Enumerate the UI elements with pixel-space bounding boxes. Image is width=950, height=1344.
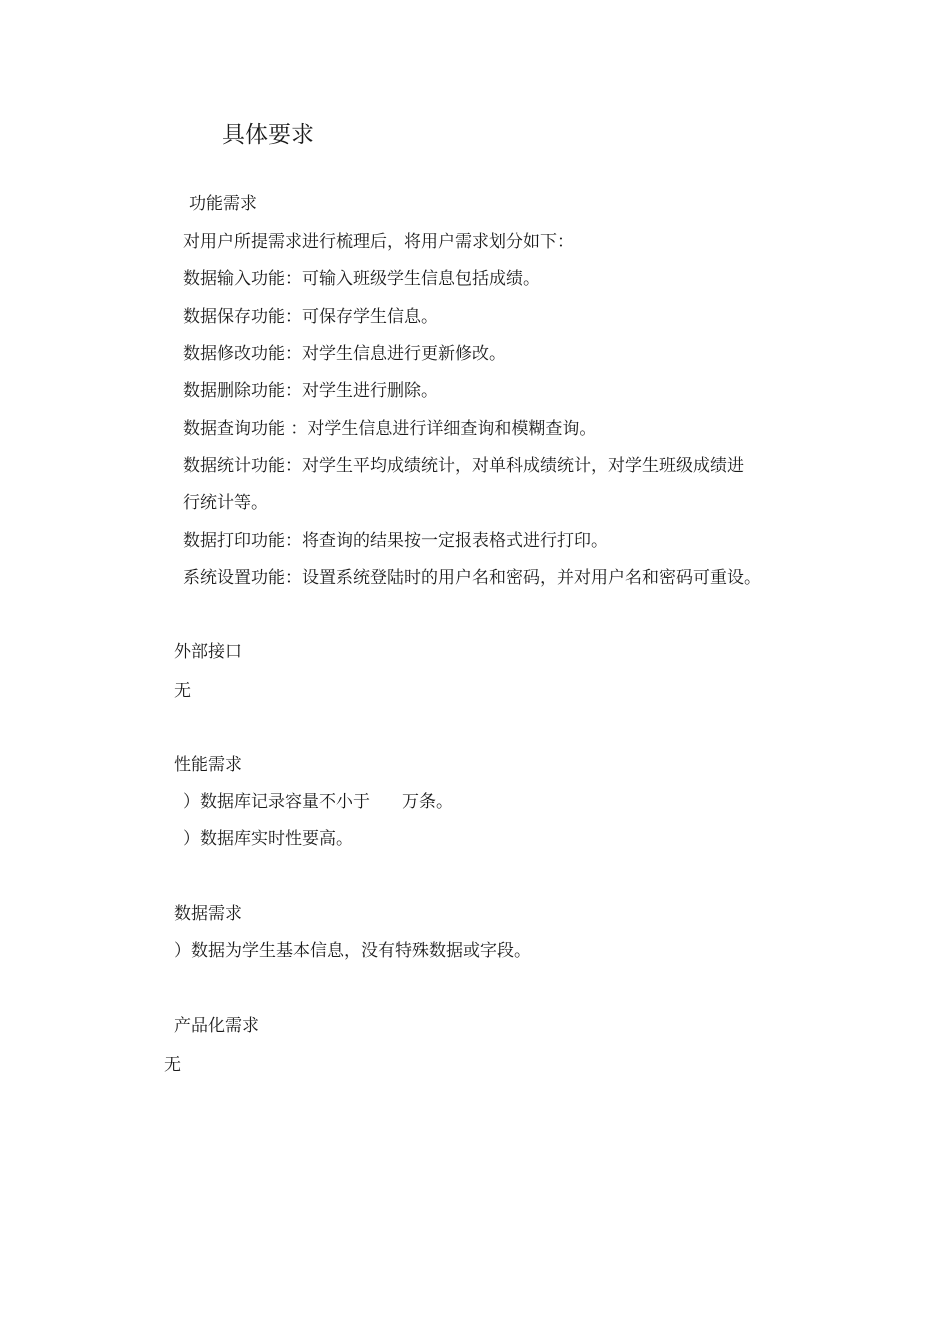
page-title: 具体要求 xyxy=(222,122,314,148)
functional-item-continuation: 行统计等。 xyxy=(183,493,268,513)
functional-item: 数据打印功能：将查询的结果按一定报表格式进行打印。 xyxy=(183,531,608,551)
functional-item: 数据删除功能：对学生进行删除。 xyxy=(183,381,438,401)
performance-item-unit: 万条。 xyxy=(402,792,453,812)
product-value: 无 xyxy=(164,1055,181,1075)
external-value: 无 xyxy=(174,681,191,701)
functional-item: 数据输入功能：可输入班级学生信息包括成绩。 xyxy=(183,269,540,289)
section-heading-product: 产品化需求 xyxy=(174,1016,259,1036)
performance-item xyxy=(183,791,453,813)
functional-intro: 对用户所提需求进行梳理后，将用户需求划分如下： xyxy=(183,232,574,252)
section-heading-data: 数据需求 xyxy=(174,904,242,924)
functional-item: 数据修改功能：对学生信息进行更新修改。 xyxy=(183,344,506,364)
data-item: ）数据为学生基本信息，没有特殊数据或字段。 xyxy=(174,941,531,961)
section-heading-functional: 功能需求 xyxy=(189,194,257,214)
performance-item: ）数据库实时性要高。 xyxy=(183,829,353,849)
section-heading-performance: 性能需求 xyxy=(174,755,242,775)
section-heading-external: 外部接口 xyxy=(174,642,242,662)
functional-item: 数据查询功能 ：对学生信息进行详细查询和模糊查询。 xyxy=(183,419,597,439)
functional-item: 系统设置功能：设置系统登陆时的用户名和密码，并对用户名和密码可重设。 xyxy=(183,568,761,588)
functional-item: 数据保存功能：可保存学生信息。 xyxy=(183,307,438,327)
performance-item-text: ）数据库记录容量不小于 xyxy=(183,792,370,812)
functional-item: 数据统计功能：对学生平均成绩统计，对单科成绩统计，对学生班级成绩进 xyxy=(183,456,744,476)
